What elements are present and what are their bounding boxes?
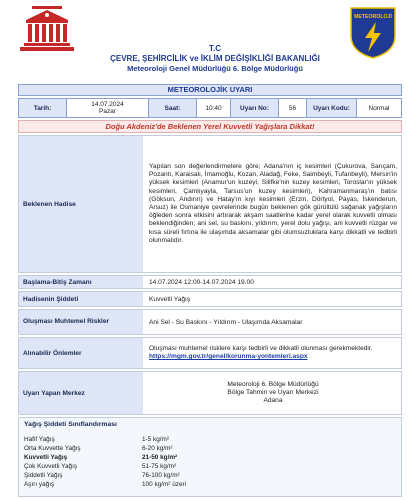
- center-line3: Adana: [263, 397, 283, 404]
- scale-item: [24, 481, 264, 489]
- scale-item-value: 76-100 kg/m²: [142, 472, 180, 479]
- row-severity: [18, 291, 402, 307]
- meteorology-logo-icon: [348, 4, 398, 60]
- description-label: Beklenen Hadise: [19, 136, 143, 272]
- header-directorate: Meteoroloji Genel Müdürlüğü 6. Bölge Müdürlüğü: [127, 64, 303, 73]
- scale-item-highlighted: [24, 454, 264, 462]
- scale-item-name: Kuvvetli Yağış: [24, 454, 68, 461]
- scale-item-name: Şiddetli Yağış: [24, 472, 63, 479]
- scale-item-value: 21-50 kg/m²: [142, 454, 178, 461]
- header-tc: T.C: [209, 44, 221, 53]
- scale-item: [24, 463, 264, 471]
- scale-item-name: Çok Kuvvetli Yağış: [24, 463, 78, 470]
- warning-no-value: 56: [279, 99, 307, 117]
- center-label: Uyarı Yapan Merkez: [19, 372, 143, 414]
- warning-code-label: Uyarı Kodu:: [307, 99, 357, 117]
- date-value: 14.07.2024: [91, 101, 124, 108]
- time-value: 10:40: [197, 99, 231, 117]
- scale-item: [24, 445, 264, 453]
- scale-item-name: Aşırı yağış: [24, 481, 55, 488]
- row-risks: [18, 309, 402, 335]
- time-label: Saat:: [149, 99, 197, 117]
- description-text: Yapılan son değerlendirmelere göre; Adana'nın iç kesimleri (Çukurova, Sarıçam, Pozantı, Karaisalı, İmamoğlu, Kozan, Aladağ, Feke, Saimbeyli, Tufanbeyli), Mersin'in yüksek kesimleri (Anamur'un kuzeyi, Silifke'nin kuzey kesimleri, Toroslar'ın yüksek kesimleri, Çamlıyayla, Tarsus'un kuzey kesimleri), Kahramanmaraş'ın batısı (Göksun, Andırın) ve Hatay'ın kıyı kesimleri (Erzin, Dörtyol, Payas, İskenderun, Arsuz) ile Osmaniye çevrelerinde bugün beklenen gök gürültülü sağanak yağışların öğleden sonra etkisini artırarak akşam saatlerine kadar yerel olarak kuvvetli olması beklendiğinden; ani sel, su baskını, yıldırım, yerel dolu yağışı, ani kuvvetli rüzgar ve kısa süreli fırtına ile ulaşımda aksamalar gibi olumsuzluklara karşı dikkatli ve tedbirli olunmalıdır.: [149, 162, 397, 244]
- scale-item-value: 6-20 kg/m²: [142, 445, 173, 452]
- severity-label: Hadisenin Şiddeti: [19, 292, 143, 306]
- date-label: Tarih:: [19, 99, 67, 117]
- row-center: [18, 371, 402, 415]
- scale-item-value: 100 kg/m² üzeri: [142, 481, 187, 488]
- row-description: [18, 135, 402, 273]
- meteorology-logo-text: METEOROLOJİ: [354, 14, 392, 20]
- measures-label: Alınabilir Önlemler: [19, 338, 143, 368]
- scale-item-value: 1-5 kg/m²: [142, 436, 169, 443]
- document-header: [0, 0, 420, 80]
- info-row: [18, 98, 402, 118]
- warning-no-label: Uyarı No:: [231, 99, 279, 117]
- scale-item: [24, 472, 264, 480]
- measures-cell: [145, 338, 401, 368]
- row-measures: [18, 337, 402, 369]
- warning-subject: Doğu Akdeniz'de Beklenen Yerel Kuvvetli Yağışlara Dikkat!: [18, 120, 402, 133]
- day-value: Pazar: [99, 108, 116, 115]
- measures-link[interactable]: https://mgm.gov.tr/genel/korunma-yontemleri.aspx: [149, 353, 308, 360]
- measures-text: Oluşması muhtemel risklere karşı tedbirli ve dikkatli olunması gerekmektedir.: [149, 345, 373, 352]
- period-value: 14.07.2024 12:00-14.07.2024 19.00: [149, 278, 254, 286]
- page-title: METEOROLOJİK UYARI: [18, 84, 402, 96]
- row-period: [18, 275, 402, 289]
- ministry-emblem-icon: [14, 4, 80, 62]
- scale-title: Yağış Şiddeti Sınıflandırması: [24, 421, 117, 428]
- scale-item: [24, 436, 264, 444]
- severity-value: Kuvvetli Yağış: [149, 295, 191, 303]
- center-cell: [145, 372, 401, 414]
- risks-label: Oluşması Muhtemel Riskler: [19, 310, 143, 334]
- center-line1: Meteoroloji 6. Bölge Müdürlüğü: [227, 381, 319, 388]
- intensity-scale: [18, 417, 402, 497]
- risks-value: Ani Sel - Su Baskını - Yıldırım - Ulaşımda Aksamalar: [149, 318, 303, 326]
- period-label: Başlama-Bitiş Zamanı: [19, 276, 143, 288]
- scale-item-name: Hafif Yağış: [24, 436, 55, 443]
- warning-code-value: Normal: [368, 104, 390, 112]
- center-line2: Bölge Tahmin ve Uyarı Merkezi: [227, 389, 319, 396]
- date-cell: [67, 99, 149, 117]
- scale-item-value: 51-75 kg/m²: [142, 463, 177, 470]
- header-ministry: ÇEVRE, ŞEHİRCİLİK ve İKLİM DEĞİŞİKLİĞİ BAKANLIĞI: [110, 54, 320, 63]
- header-titles: [90, 44, 340, 74]
- scale-item-name: Orta Kuvvette Yağış: [24, 445, 81, 452]
